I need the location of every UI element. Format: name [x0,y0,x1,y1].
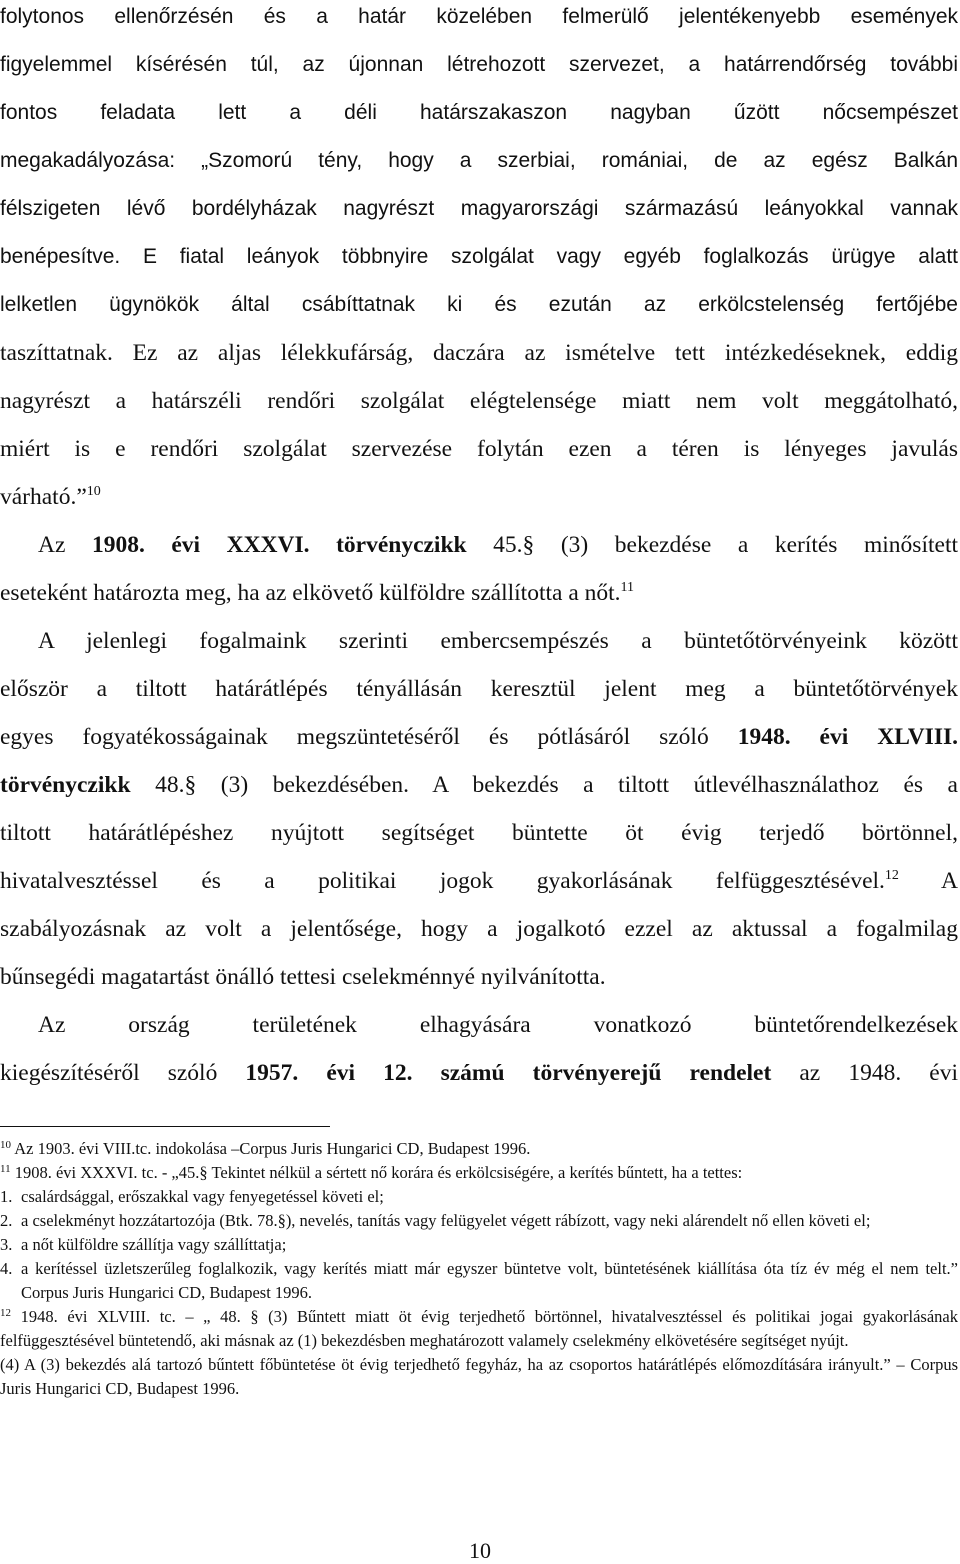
body-line-2: figyelemmel kísérésén túl, az újonnan létrehozott szervezet, a határrendőrség további [0,53,958,76]
footnote-12-para-4: (4) A (3) bekezdés alá tartozó bűntett főbüntetése öt évig terjedhető fegyház, ha az csoportos határátlépés előmozdítására irányult.” – Corpus Juris Hungarici CD, Budapest 1996. [0,1355,958,1398]
para4-line-1: Az ország területének elhagyására vonatkozó büntetőrendelkezések [38,1012,958,1038]
body-line-9: nagyrészt a határszéli rendőri szolgálat elégtelensége miatt nem volt meggátolható, [0,388,958,414]
body-line-7: lelketlen ügynökök által csábíttatnak ki és ezután az erkölcstelenség fertőjébe [0,293,958,316]
footnote-text: Az 1903. évi VIII.tc. indokolása –Corpus Juris Hungarici CD, Budapest 1996. [11,1139,531,1158]
footnote-number: 11 [0,1163,11,1175]
footnote-11 [0,1161,958,1185]
footnote-number: 10 [0,1139,11,1151]
list-item-text: a kerítéssel üzletszerűleg foglalkozik, vagy kerítés miatt már egyszer büntetve volt, büntetésének kiállítása óta tíz év még el nem telt.” Corpus Juris Hungarici CD, Budapest 1996. [21,1259,958,1302]
para3-line-4 [0,761,958,809]
law-reference-1948: 1948. évi XLVIII. [737,724,958,750]
para3-line-1: A jelenlegi fogalmaink szerinti embercsempészés a büntetőtörvényeink között [38,628,958,654]
footnote-number: 12 [0,1307,11,1319]
body-line-11 [0,473,958,521]
para4-text-2c: az 1948. évi [771,1060,958,1086]
law-reference-1908: 1908. évi XXXVI. törvényczikk [91,532,467,558]
footnote-11-item-4 [0,1257,958,1305]
para3-line-6 [0,857,958,905]
list-number: 4. [0,1259,13,1278]
para2-line-2 [0,569,958,617]
para2-text-c: 45.§ (3) bekezdése a kerítés minősített [466,532,958,558]
body-line-6: benépesítve. E fiatal leányok többnyire szolgálat vagy egyéb foglalkozás ürügye alatt [0,245,958,268]
body-line-8: taszíttatnak. Ez az aljas lélekkufárság, daczára az ismételve tett intézkedéseknek, eddig [0,340,958,366]
law-reference-1948-cont: törvényczikk [0,772,131,798]
body-line-4: megakadályozása: „Szomorú tény, hogy a szerbiai, romániai, de az egész Balkán [0,149,958,172]
list-number: 3. [0,1235,13,1254]
footnote-text: 1908. évi XXXVI. tc. - „45.§ Tekintet nélkül a sértett nő korára és erkölcsiségére, a kerítés bűntett, ha a tettes: [10,1163,743,1182]
footnote-ref-10[interactable]: 10 [86,484,101,499]
footnotes [0,1137,958,1401]
footnote-ref-11[interactable]: 11 [620,580,635,595]
para3-line-3 [0,713,958,761]
body-line-5: félszigeten lévő bordélyházak nagyrészt magyarországi származású leányokkal vannak [0,197,958,220]
para3-line-8: bűnsegédi magatartást önálló tettesi cselekménnyé nyilvánította. [0,964,606,990]
law-reference-1957: 1957. évi 12. számú törvényerejű rendelet [245,1060,772,1086]
para3-text-6a: hivatalvesztéssel és a politikai jogok gyakorlásának felfüggesztésével. [0,868,885,894]
footnote-text: 1948. évi XLVIII. tc. – „ 48. § (3) Bűntett miatt öt évig terjedhető börtönnel, hivatalvesztéssel és politikai jogai gyakorlásának felfüggesztésével büntetendő, aki másnak az (1) bekezdésben meghatározott valamely cselekmény elkövetésére segítséget nyújt. [0,1307,958,1350]
body-line-10: miért is e rendőri szolgálat szervezése folytán ezen a téren is lényeges javulás [0,436,958,462]
para3-text-4b: 48.§ (3) bekezdésében. A bekezdés a tiltott útlevélhasználathoz és a [130,772,958,798]
para3-text-6b: A [898,868,958,894]
para3-line-5: tiltott határátlépéshez nyújtott segítséget büntette öt évig terjedő börtönnel, [0,820,958,846]
list-number: 1. [0,1187,13,1206]
footnote-11-item-2 [0,1209,958,1233]
footnote-12 [0,1305,958,1353]
para4-text-2a: kiegészítéséről szóló [0,1060,246,1086]
footnote-separator [0,1126,330,1127]
para4-line-2 [0,1049,958,1097]
para2-text-a: Az [38,532,92,558]
list-item-text: csalárdsággal, erőszakkal vagy fenyegetéssel követi el; [21,1187,384,1206]
para3-line-7: szabályozásnak az volt a jelentősége, hogy a jogalkotó ezzel az aktussal a fogalmilag [0,916,958,942]
para2-line-1 [0,521,958,569]
footnote-11-item-1 [0,1185,958,1209]
body-line-3: fontos feladata lett a déli határszakaszon nagyban űzött nőcsempészet [0,101,958,124]
list-number: 2. [0,1211,13,1230]
para2-text-2: eseteként határozta meg, ha az elkövető külföldre szállította a nőt. [0,580,621,606]
footnote-11-item-3 [0,1233,958,1257]
body-line-1: folytonos ellenőrzésén és a határ közelében felmerülő jelentékenyebb események [0,5,958,28]
quote-end-text: várható.” [0,484,87,510]
para3-line-2: először a tiltott határátlépés tényállásán keresztül jelent meg a büntetőtörvények [0,676,958,702]
page-number: 10 [469,1538,491,1563]
footnote-ref-12[interactable]: 12 [884,868,899,883]
list-item-text: a cselekményt hozzátartozója (Btk. 78.§), nevelés, tanítás vagy felügyelet végett rábízott, vagy neki alárendelt nő ellen követi el; [21,1211,871,1230]
footnote-10 [0,1137,958,1161]
list-item-text: a nőt külföldre szállítja vagy szállíttatja; [21,1235,287,1254]
para3-text-3a: egyes fogyatékosságainak megszüntetéséről és pótlásáról szóló [0,724,738,750]
